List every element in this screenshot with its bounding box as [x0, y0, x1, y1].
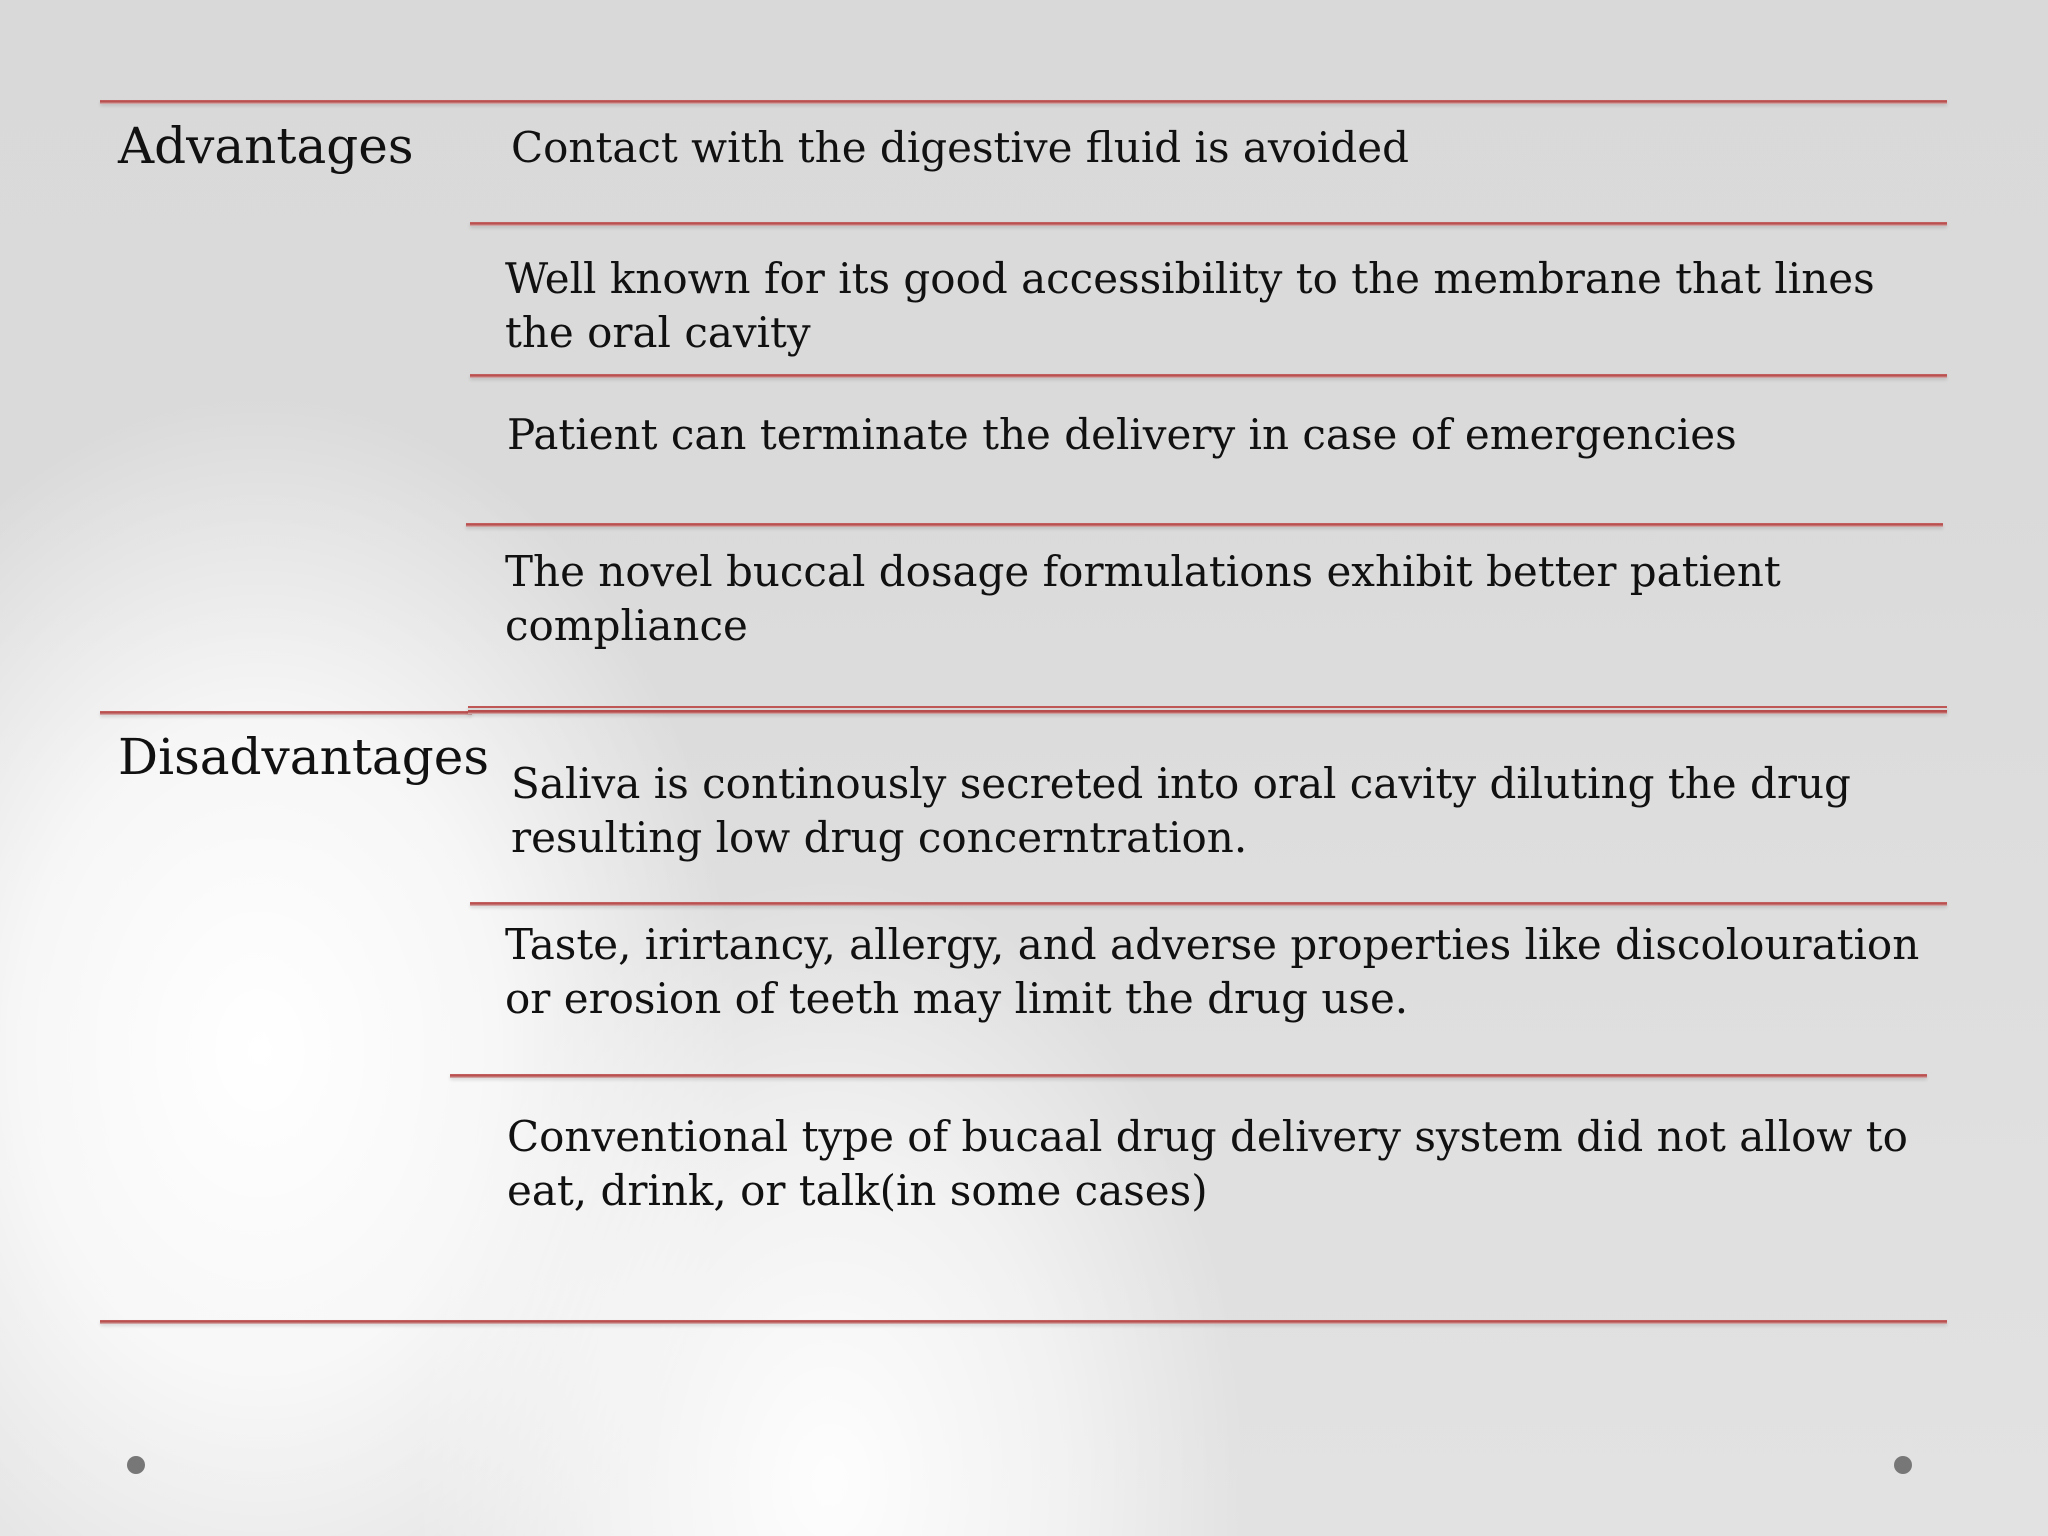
disadvantage-item: Taste, irirtancy, allergy, and adverse properties like discolouration or erosion of teeth may limit the drug use. — [505, 920, 1920, 1023]
table-top-rule — [100, 100, 1947, 104]
row-divider — [466, 523, 1943, 527]
disadvantage-item: Conventional type of bucaal drug delivery system did not allow to eat, drink, or talk(in some cases) — [507, 1112, 1908, 1215]
advantage-item: The novel buccal dosage formulations exhibit better patient compliance — [505, 547, 1781, 650]
table-bottom-rule — [100, 1320, 1947, 1324]
advantage-item: Contact with the digestive fluid is avoided — [511, 123, 1409, 172]
advantages-heading: Advantages — [118, 117, 414, 175]
row-divider — [450, 1074, 1927, 1078]
row-divider — [470, 902, 1947, 906]
row-divider — [470, 222, 1947, 226]
section-divider-right — [468, 706, 1947, 714]
row-divider — [470, 374, 1947, 378]
advantage-item: Well known for its good accessibility to the membrane that lines the oral cavity — [505, 254, 1875, 357]
decorative-dot-right — [1894, 1456, 1912, 1474]
advantage-item: Patient can terminate the delivery in case of emergencies — [507, 410, 1737, 459]
disadvantage-item: Saliva is continously secreted into oral cavity diluting the drug resulting low drug concerntration. — [511, 759, 1851, 862]
section-divider-left — [100, 711, 472, 715]
disadvantages-heading: Disadvantages — [118, 728, 489, 786]
decorative-dot-left — [127, 1456, 145, 1474]
